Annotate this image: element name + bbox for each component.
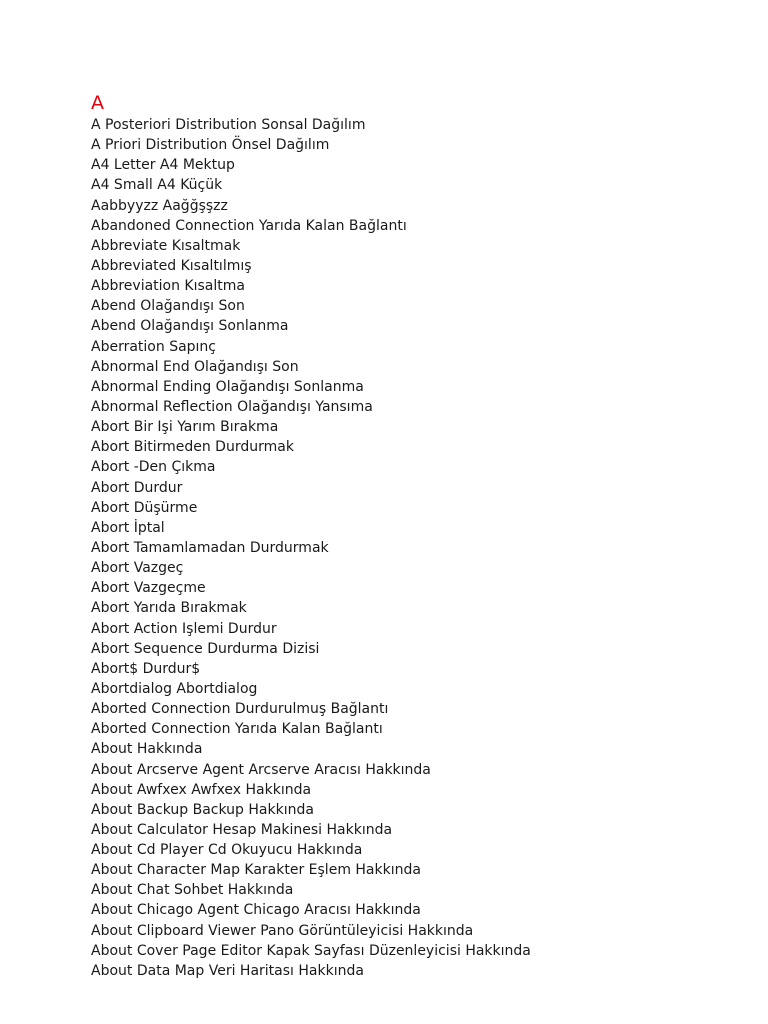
glossary-entry: Abort Yarıda Bırakmak xyxy=(91,600,247,617)
glossary-entry: A Posteriori Distribution Sonsal Dağılım xyxy=(91,117,366,133)
glossary-entry: Abortdialog Abortdialog xyxy=(91,680,258,697)
glossary-entry: Abort Vazgeç xyxy=(91,560,184,577)
glossary-entry: A4 Letter A4 Mektup xyxy=(91,157,235,174)
glossary-entry: Aborted Connection Durdurulmuş Bağlantı xyxy=(91,701,389,718)
glossary-entry: Abort Bir Işi Yarım Bırakma xyxy=(91,419,279,436)
glossary-entry: Aberration Sapınç xyxy=(91,338,217,355)
glossary-entry: Aborted Connection Yarıda Kalan Bağlantı xyxy=(91,721,383,738)
glossary-entry: Abort Düşürme xyxy=(91,499,198,516)
glossary-entry: About Arcserve Agent Arcserve Aracısı Hakkında xyxy=(91,761,431,778)
glossary-entry-list xyxy=(91,115,531,981)
section-letter-heading: A xyxy=(91,92,104,114)
glossary-entry: Abort Durdur xyxy=(91,479,183,496)
glossary-entry: Abort Vazgeçme xyxy=(91,580,206,597)
glossary-entry: Abort Tamamlamadan Durdurmak xyxy=(91,539,329,556)
glossary-entry: About Chat Sohbet Hakkında xyxy=(91,882,294,899)
glossary-entry: Abnormal End Olağandışı Son xyxy=(91,358,299,375)
glossary-entry: About Backup Backup Hakkında xyxy=(91,801,314,818)
glossary-entry: Abort Bitirmeden Durdurmak xyxy=(91,439,294,456)
glossary-entry: Abandoned Connection Yarıda Kalan Bağlantı xyxy=(91,217,407,234)
glossary-entry: Abend Olağandışı Sonlanma xyxy=(91,318,289,335)
glossary-entry: Abbreviate Kısaltmak xyxy=(91,237,241,254)
glossary-entry: Abend Olağandışı Son xyxy=(91,298,245,315)
glossary-entry: About Awfxex Awfxex Hakkında xyxy=(91,781,312,798)
glossary-entry: About Data Map Veri Haritası Hakkında xyxy=(91,962,364,979)
glossary-entry: About Cd Player Cd Okuyucu Hakkında xyxy=(91,842,363,859)
glossary-entry: Abnormal Ending Olağandışı Sonlanma xyxy=(91,378,364,395)
glossary-entry: A4 Small A4 Küçük xyxy=(91,177,223,194)
glossary-entry: A Priori Distribution Önsel Dağılım xyxy=(91,137,330,154)
glossary-entry: Abnormal Reflection Olağandışı Yansıma xyxy=(91,398,373,415)
glossary-entry: Abort Action Işlemi Durdur xyxy=(91,620,277,637)
glossary-entry: Aabbyyzz Aağğşşzz xyxy=(91,197,228,214)
glossary-entry: About Hakkında xyxy=(91,741,203,758)
glossary-entry: Abort$ Durdur$ xyxy=(91,660,201,677)
glossary-entry: About Clipboard Viewer Pano Görüntüleyicisi Hakkında xyxy=(91,922,474,939)
glossary-entry: About Calculator Hesap Makinesi Hakkında xyxy=(91,821,393,838)
glossary-entry: About Chicago Agent Chicago Aracısı Hakkında xyxy=(91,902,421,919)
glossary-entry: Abbreviated Kısaltılmış xyxy=(91,257,252,274)
glossary-entry: Abbreviation Kısaltma xyxy=(91,278,245,295)
glossary-entry: Abort İptal xyxy=(91,519,165,536)
glossary-entry: Abort -Den Çıkma xyxy=(91,459,216,476)
glossary-entry: About Character Map Karakter Eşlem Hakkında xyxy=(91,862,421,879)
glossary-entry: Abort Sequence Durdurma Dizisi xyxy=(91,640,320,657)
glossary-entry: About Cover Page Editor Kapak Sayfası Düzenleyicisi Hakkında xyxy=(91,942,531,959)
